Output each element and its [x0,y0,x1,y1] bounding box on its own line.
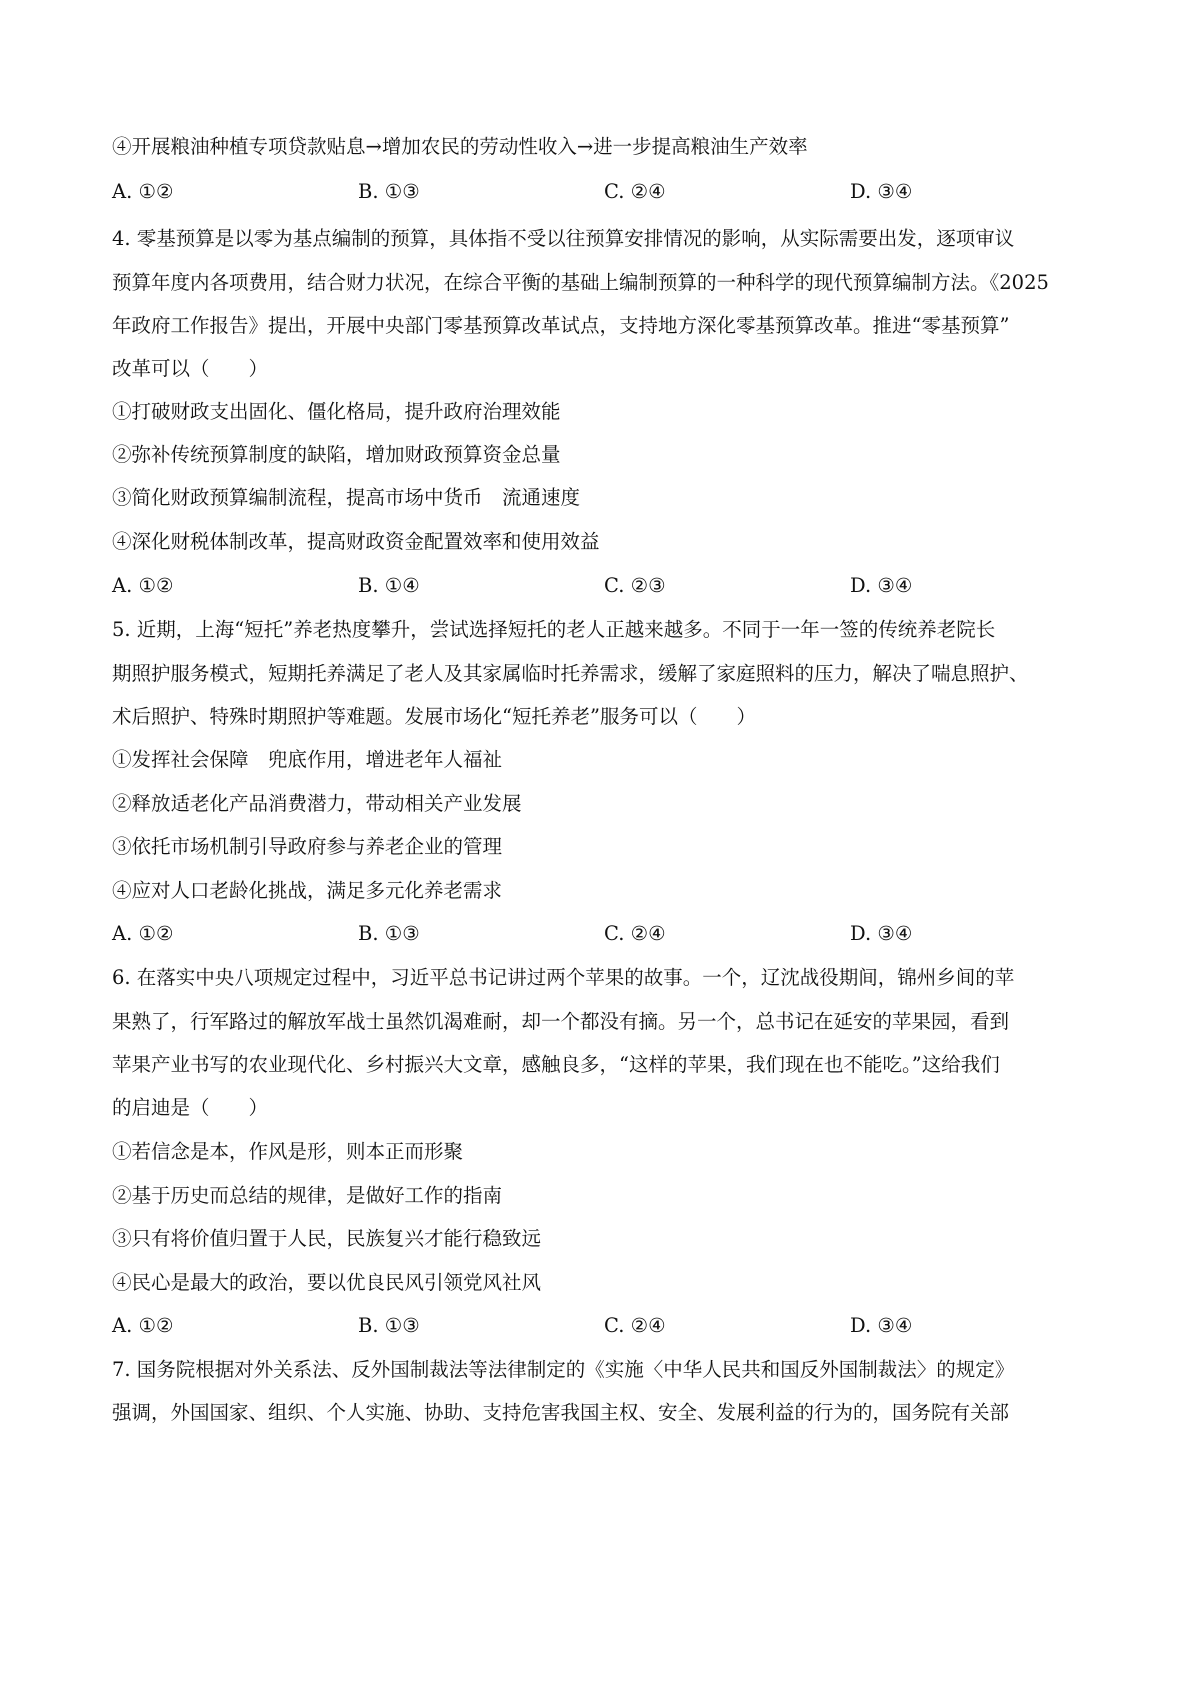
q6-item-4: ④民心是最大的政治，要以优良民风引领党风社风 [112,1271,542,1294]
q3-option-d: D. ③④ [850,180,913,203]
q4-item-1: ①打破财政支出固化、僵化格局，提升政府治理效能 [112,400,561,423]
q6-stem-line-2: 果熟了，行军路过的解放军战士虽然饥渴难耐，却一个都没有摘。另一个，总书记在延安的苹果园，看到 [112,1010,1010,1033]
q4-option-d: D. ③④ [850,574,913,597]
q6-item-3: ③只有将价值归置于人民，民族复兴才能行稳致远 [112,1227,542,1250]
q4-item-4: ④深化财税体制改革，提高财政资金配置效率和使用效益 [112,530,600,553]
q6-options [112,1314,1112,1338]
q4-options [112,574,1112,598]
q6-stem-line-1: 6. 在落实中央八项规定过程中，习近平总书记讲过两个苹果的故事。一个，辽沈战役期间，锦州乡间的苹 [112,966,1015,989]
q6-item-1: ①若信念是本，作风是形，则本正而形聚 [112,1140,464,1163]
q4-option-a: A. ①② [112,574,174,597]
q3-options [112,180,1112,204]
q4-item-3: ③简化财政预算编制流程，提高市场中货币 流通速度 [112,486,581,509]
q5-option-d: D. ③④ [850,922,913,945]
q5-options [112,922,1112,946]
q5-item-1: ①发挥社会保障 兜底作用，增进老年人福祉 [112,748,503,771]
q4-option-b: B. ①④ [358,574,420,597]
q4-stem-line-1: 4. 零基预算是以零为基点编制的预算，具体指不受以往预算安排情况的影响，从实际需要出发，逐项审议 [112,227,1015,250]
q3-option-b: B. ①③ [358,180,420,203]
q6-stem-line-4: 的启迪是（ ） [112,1096,269,1119]
q5-stem-line-3: 术后照护、特殊时期照护等难题。发展市场化“短托养老”服务可以（ ） [112,705,756,728]
q3-option-c: C. ②④ [604,180,666,203]
q5-option-a: A. ①② [112,922,174,945]
q6-stem-line-3: 苹果产业书写的农业现代化、乡村振兴大文章，感触良多，“这样的苹果，我们现在也不能吃。”这给我们 [112,1053,1000,1076]
q3-option-a: A. ①② [112,180,174,203]
q5-item-2: ②释放适老化产品消费潜力，带动相关产业发展 [112,792,522,815]
q4-item-2: ②弥补传统预算制度的缺陷，增加财政预算资金总量 [112,443,561,466]
q6-item-2: ②基于历史而总结的规律，是做好工作的指南 [112,1184,503,1207]
q6-option-d: D. ③④ [850,1314,913,1337]
q5-item-4: ④应对人口老龄化挑战，满足多元化养老需求 [112,879,503,902]
q5-stem-line-1: 5. 近期，上海“短托”养老热度攀升，尝试选择短托的老人正越来越多。不同于一年一签的传统养老院长 [112,618,996,641]
q5-item-3: ③依托市场机制引导政府参与养老企业的管理 [112,835,503,858]
q4-stem-line-3: 年政府工作报告》提出，开展中央部门零基预算改革试点，支持地方深化零基预算改革。推进“零基预算” [112,314,1010,337]
q7-stem-line-2: 强调，外国国家、组织、个人实施、协助、支持危害我国主权、安全、发展利益的行为的，国务院有关部 [112,1401,1010,1424]
q5-option-c: C. ②④ [604,922,666,945]
q6-option-c: C. ②④ [604,1314,666,1337]
q4-stem-line-2: 预算年度内各项费用，结合财力状况，在综合平衡的基础上编制预算的一种科学的现代预算编制方法。《2025 [112,271,1049,294]
q7-stem-line-1: 7. 国务院根据对外关系法、反外国制裁法等法律制定的《实施〈中华人民共和国反外国制裁法〉的规定》 [112,1358,1015,1381]
q4-option-c: C. ②③ [604,574,666,597]
q4-stem-line-4: 改革可以（ ） [112,357,269,380]
q5-stem-line-2: 期照护服务模式，短期托养满足了老人及其家属临时托养需求，缓解了家庭照料的压力，解决了喘息照护、 [112,662,1029,685]
q6-option-b: B. ①③ [358,1314,420,1337]
q5-option-b: B. ①③ [358,922,420,945]
q6-option-a: A. ①② [112,1314,174,1337]
q3-item-4: ④开展粮油种植专项贷款贴息→增加农民的劳动性收入→进一步提高粮油生产效率 [112,135,808,158]
